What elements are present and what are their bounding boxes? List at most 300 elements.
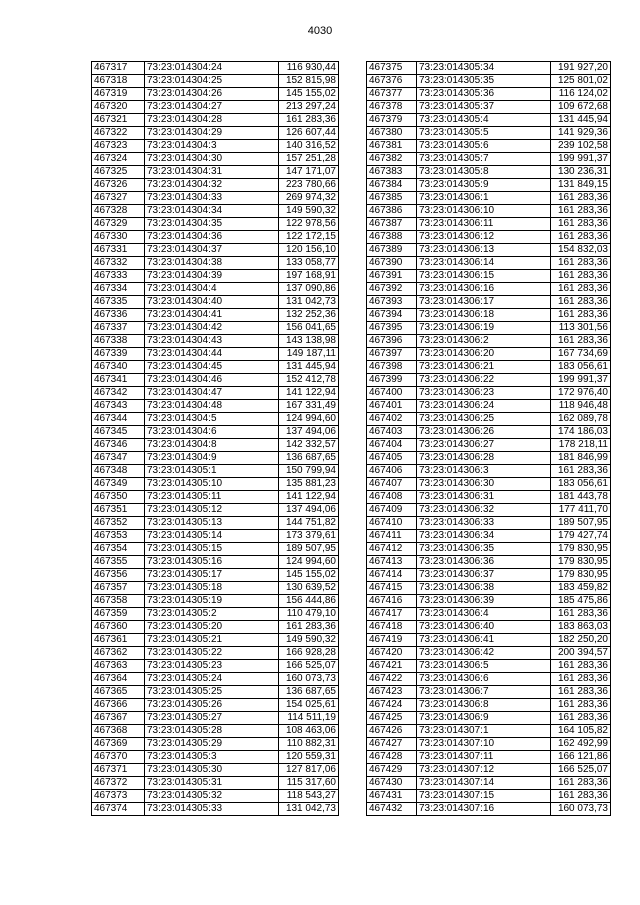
record-number-cell: 467385	[367, 192, 417, 205]
record-number-cell: 467350	[92, 491, 145, 504]
cadastral-value-cell: 113 301,56	[551, 322, 611, 335]
cadastral-number-cell: 73:23:014304:32	[145, 179, 279, 192]
cadastral-number-cell: 73:23:014306:14	[417, 257, 551, 270]
record-number-cell: 467343	[92, 400, 145, 413]
record-number-cell: 467330	[92, 231, 145, 244]
cadastral-number-cell: 73:23:014304:27	[145, 101, 279, 114]
table-row	[367, 205, 611, 218]
table-row	[92, 348, 339, 361]
cadastral-number-cell: 73:23:014304:30	[145, 153, 279, 166]
cadastral-number-cell: 73:23:014306:7	[417, 686, 551, 699]
table-row	[92, 387, 339, 400]
cadastral-value-cell: 161 283,36	[551, 790, 611, 803]
cadastral-number-cell: 73:23:014305:27	[145, 712, 279, 725]
table-row	[367, 530, 611, 543]
cadastral-value-cell: 173 379,61	[279, 530, 339, 543]
cadastral-number-cell: 73:23:014304:39	[145, 270, 279, 283]
cadastral-number-cell: 73:23:014305:23	[145, 660, 279, 673]
record-number-cell: 467380	[367, 127, 417, 140]
cadastral-value-cell: 200 394,57	[551, 647, 611, 660]
cadastral-value-cell: 183 863,03	[551, 621, 611, 634]
cadastral-value-cell: 143 138,98	[279, 335, 339, 348]
cadastral-number-cell: 73:23:014305:8	[417, 166, 551, 179]
cadastral-number-cell: 73:23:014305:6	[417, 140, 551, 153]
record-number-cell: 467321	[92, 114, 145, 127]
cadastral-number-cell: 73:23:014306:27	[417, 439, 551, 452]
cadastral-number-cell: 73:23:014306:13	[417, 244, 551, 257]
table-row	[367, 491, 611, 504]
table-row	[92, 790, 339, 803]
cadastral-value-cell: 131 445,94	[279, 361, 339, 374]
cadastral-number-cell: 73:23:014307:12	[417, 764, 551, 777]
cadastral-value-cell: 136 687,65	[279, 686, 339, 699]
table-row	[367, 647, 611, 660]
cadastral-number-cell: 73:23:014306:22	[417, 374, 551, 387]
cadastral-number-cell: 73:23:014305:19	[145, 595, 279, 608]
record-number-cell: 467359	[92, 608, 145, 621]
cadastral-value-cell: 239 102,58	[551, 140, 611, 153]
record-number-cell: 467413	[367, 556, 417, 569]
record-number-cell: 467382	[367, 153, 417, 166]
cadastral-value-cell: 137 494,06	[279, 504, 339, 517]
cadastral-number-cell: 73:23:014306:6	[417, 673, 551, 686]
table-row	[367, 608, 611, 621]
record-number-cell: 467372	[92, 777, 145, 790]
cadastral-value-cell: 167 331,49	[279, 400, 339, 413]
cadastral-number-cell: 73:23:014304:25	[145, 75, 279, 88]
record-number-cell: 467394	[367, 309, 417, 322]
table-row	[92, 296, 339, 309]
table-row	[367, 556, 611, 569]
cadastral-value-cell: 166 121,86	[551, 751, 611, 764]
record-number-cell: 467358	[92, 595, 145, 608]
cadastral-value-cell: 179 427,74	[551, 530, 611, 543]
cadastral-number-cell: 73:23:014306:17	[417, 296, 551, 309]
record-number-cell: 467351	[92, 504, 145, 517]
table-row	[92, 543, 339, 556]
cadastral-value-cell: 182 250,20	[551, 634, 611, 647]
record-number-cell: 467425	[367, 712, 417, 725]
cadastral-number-cell: 73:23:014305:5	[417, 127, 551, 140]
cadastral-value-cell: 157 251,28	[279, 153, 339, 166]
record-number-cell: 467331	[92, 244, 145, 257]
record-number-cell: 467388	[367, 231, 417, 244]
cadastral-number-cell: 73:23:014305:36	[417, 88, 551, 101]
cadastral-value-cell: 142 332,57	[279, 439, 339, 452]
cadastral-value-cell: 145 155,02	[279, 569, 339, 582]
cadastral-number-cell: 73:23:014305:12	[145, 504, 279, 517]
record-number-cell: 467367	[92, 712, 145, 725]
table-row	[367, 790, 611, 803]
cadastral-value-cell: 191 927,20	[551, 62, 611, 75]
cadastral-value-cell: 116 930,44	[279, 62, 339, 75]
record-number-cell: 467334	[92, 283, 145, 296]
cadastral-number-cell: 73:23:014305:20	[145, 621, 279, 634]
cadastral-value-cell: 141 929,36	[551, 127, 611, 140]
record-number-cell: 467398	[367, 361, 417, 374]
cadastral-number-cell: 73:23:014304:28	[145, 114, 279, 127]
cadastral-number-cell: 73:23:014304:46	[145, 374, 279, 387]
cadastral-number-cell: 73:23:014305:21	[145, 634, 279, 647]
cadastral-number-cell: 73:23:014304:26	[145, 88, 279, 101]
table-row	[367, 322, 611, 335]
table-row	[367, 738, 611, 751]
cadastral-value-cell: 110 479,10	[279, 608, 339, 621]
record-number-cell: 467337	[92, 322, 145, 335]
cadastral-number-cell: 73:23:014304:6	[145, 426, 279, 439]
record-number-cell: 467424	[367, 699, 417, 712]
cadastral-value-cell: 132 252,36	[279, 309, 339, 322]
cadastral-table-right	[366, 61, 611, 816]
table-row	[92, 647, 339, 660]
cadastral-number-cell: 73:23:014305:34	[417, 62, 551, 75]
table-row	[367, 114, 611, 127]
record-number-cell: 467319	[92, 88, 145, 101]
record-number-cell: 467325	[92, 166, 145, 179]
record-number-cell: 467328	[92, 205, 145, 218]
table-row	[92, 556, 339, 569]
record-number-cell: 467349	[92, 478, 145, 491]
record-number-cell: 467386	[367, 205, 417, 218]
cadastral-number-cell: 73:23:014305:35	[417, 75, 551, 88]
cadastral-value-cell: 152 412,78	[279, 374, 339, 387]
cadastral-number-cell: 73:23:014306:16	[417, 283, 551, 296]
cadastral-number-cell: 73:23:014304:43	[145, 335, 279, 348]
record-number-cell: 467323	[92, 140, 145, 153]
table-row	[92, 283, 339, 296]
record-number-cell: 467356	[92, 569, 145, 582]
cadastral-number-cell: 73:23:014304:42	[145, 322, 279, 335]
cadastral-number-cell: 73:23:014304:34	[145, 205, 279, 218]
record-number-cell: 467332	[92, 257, 145, 270]
cadastral-number-cell: 73:23:014306:5	[417, 660, 551, 673]
table-row	[92, 75, 339, 88]
cadastral-value-cell: 145 155,02	[279, 88, 339, 101]
table-row	[92, 621, 339, 634]
cadastral-value-cell: 109 672,68	[551, 101, 611, 114]
table-row	[367, 582, 611, 595]
cadastral-number-cell: 73:23:014307:10	[417, 738, 551, 751]
table-row	[92, 491, 339, 504]
table-row	[92, 608, 339, 621]
cadastral-number-cell: 73:23:014306:4	[417, 608, 551, 621]
table-row	[367, 127, 611, 140]
table-row	[367, 283, 611, 296]
table-row	[367, 374, 611, 387]
table-row	[367, 218, 611, 231]
cadastral-number-cell: 73:23:014306:10	[417, 205, 551, 218]
record-number-cell: 467410	[367, 517, 417, 530]
record-number-cell: 467395	[367, 322, 417, 335]
table-row	[92, 400, 339, 413]
table-row	[367, 231, 611, 244]
record-number-cell: 467363	[92, 660, 145, 673]
cadastral-value-cell: 147 171,07	[279, 166, 339, 179]
table-row	[92, 803, 339, 816]
record-number-cell: 467362	[92, 647, 145, 660]
cadastral-number-cell: 73:23:014304:31	[145, 166, 279, 179]
record-number-cell: 467417	[367, 608, 417, 621]
cadastral-number-cell: 73:23:014304:9	[145, 452, 279, 465]
cadastral-number-cell: 73:23:014305:14	[145, 530, 279, 543]
table-row	[367, 725, 611, 738]
record-number-cell: 467408	[367, 491, 417, 504]
table-row	[92, 192, 339, 205]
table-row	[367, 595, 611, 608]
cadastral-value-cell: 135 881,23	[279, 478, 339, 491]
table-row	[92, 738, 339, 751]
cadastral-value-cell: 120 156,10	[279, 244, 339, 257]
cadastral-number-cell: 73:23:014304:41	[145, 309, 279, 322]
record-number-cell: 467375	[367, 62, 417, 75]
cadastral-number-cell: 73:23:014306:28	[417, 452, 551, 465]
cadastral-value-cell: 125 801,02	[551, 75, 611, 88]
record-number-cell: 467333	[92, 270, 145, 283]
record-number-cell: 467339	[92, 348, 145, 361]
record-number-cell: 467432	[367, 803, 417, 816]
record-number-cell: 467326	[92, 179, 145, 192]
cadastral-value-cell: 161 283,36	[551, 335, 611, 348]
cadastral-number-cell: 73:23:014306:42	[417, 647, 551, 660]
cadastral-number-cell: 73:23:014305:15	[145, 543, 279, 556]
table-row	[367, 426, 611, 439]
record-number-cell: 467419	[367, 634, 417, 647]
cadastral-value-cell: 161 283,36	[551, 309, 611, 322]
table-row	[367, 309, 611, 322]
record-number-cell: 467376	[367, 75, 417, 88]
table-row	[367, 166, 611, 179]
cadastral-value-cell: 172 976,40	[551, 387, 611, 400]
cadastral-value-cell: 161 283,36	[279, 621, 339, 634]
record-number-cell: 467396	[367, 335, 417, 348]
cadastral-number-cell: 73:23:014306:19	[417, 322, 551, 335]
table-row	[92, 231, 339, 244]
cadastral-value-cell: 110 882,31	[279, 738, 339, 751]
cadastral-number-cell: 73:23:014304:45	[145, 361, 279, 374]
cadastral-value-cell: 124 994,60	[279, 556, 339, 569]
record-number-cell: 467428	[367, 751, 417, 764]
cadastral-number-cell: 73:23:014305:7	[417, 153, 551, 166]
cadastral-value-cell: 122 978,56	[279, 218, 339, 231]
cadastral-value-cell: 179 830,95	[551, 543, 611, 556]
table-row	[367, 660, 611, 673]
record-number-cell: 467411	[367, 530, 417, 543]
record-number-cell: 467365	[92, 686, 145, 699]
cadastral-number-cell: 73:23:014306:8	[417, 699, 551, 712]
cadastral-value-cell: 144 751,82	[279, 517, 339, 530]
cadastral-value-cell: 161 283,36	[551, 283, 611, 296]
table-row	[367, 257, 611, 270]
record-number-cell: 467400	[367, 387, 417, 400]
cadastral-value-cell: 156 041,65	[279, 322, 339, 335]
table-row	[367, 439, 611, 452]
cadastral-number-cell: 73:23:014304:38	[145, 257, 279, 270]
record-number-cell: 467335	[92, 296, 145, 309]
cadastral-value-cell: 161 283,36	[551, 192, 611, 205]
cadastral-value-cell: 161 283,36	[551, 686, 611, 699]
cadastral-value-cell: 133 058,77	[279, 257, 339, 270]
record-number-cell: 467414	[367, 569, 417, 582]
record-number-cell: 467329	[92, 218, 145, 231]
cadastral-number-cell: 73:23:014306:26	[417, 426, 551, 439]
table-row	[367, 192, 611, 205]
cadastral-number-cell: 73:23:014306:24	[417, 400, 551, 413]
cadastral-number-cell: 73:23:014306:40	[417, 621, 551, 634]
cadastral-value-cell: 181 443,78	[551, 491, 611, 504]
record-number-cell: 467322	[92, 127, 145, 140]
cadastral-number-cell: 73:23:014304:35	[145, 218, 279, 231]
record-number-cell: 467353	[92, 530, 145, 543]
cadastral-number-cell: 73:23:014304:8	[145, 439, 279, 452]
cadastral-value-cell: 122 172,15	[279, 231, 339, 244]
table-row	[367, 751, 611, 764]
record-number-cell: 467418	[367, 621, 417, 634]
cadastral-number-cell: 73:23:014306:15	[417, 270, 551, 283]
cadastral-number-cell: 73:23:014304:24	[145, 62, 279, 75]
table-row	[92, 634, 339, 647]
cadastral-number-cell: 73:23:014306:39	[417, 595, 551, 608]
table-row	[92, 374, 339, 387]
cadastral-number-cell: 73:23:014305:3	[145, 751, 279, 764]
table-row	[367, 101, 611, 114]
cadastral-value-cell: 174 186,03	[551, 426, 611, 439]
cadastral-value-cell: 161 283,36	[551, 777, 611, 790]
table-row	[92, 764, 339, 777]
cadastral-value-cell: 213 297,24	[279, 101, 339, 114]
cadastral-number-cell: 73:23:014305:30	[145, 764, 279, 777]
record-number-cell: 467318	[92, 75, 145, 88]
table-row	[367, 699, 611, 712]
record-number-cell: 467397	[367, 348, 417, 361]
cadastral-value-cell: 141 122,94	[279, 387, 339, 400]
cadastral-number-cell: 73:23:014304:48	[145, 400, 279, 413]
cadastral-number-cell: 73:23:014306:41	[417, 634, 551, 647]
table-row	[92, 699, 339, 712]
cadastral-number-cell: 73:23:014305:17	[145, 569, 279, 582]
cadastral-value-cell: 160 073,73	[279, 673, 339, 686]
cadastral-value-cell: 161 283,36	[551, 270, 611, 283]
cadastral-value-cell: 114 511,19	[279, 712, 339, 725]
table-row	[92, 751, 339, 764]
cadastral-value-cell: 161 283,36	[551, 465, 611, 478]
table-row	[92, 478, 339, 491]
cadastral-number-cell: 73:23:014304:36	[145, 231, 279, 244]
table-row	[367, 270, 611, 283]
table-row	[367, 569, 611, 582]
table-row	[367, 62, 611, 75]
cadastral-value-cell: 183 459,82	[551, 582, 611, 595]
record-number-cell: 467366	[92, 699, 145, 712]
cadastral-number-cell: 73:23:014305:16	[145, 556, 279, 569]
table-row	[367, 88, 611, 101]
table-row	[367, 478, 611, 491]
record-number-cell: 467373	[92, 790, 145, 803]
cadastral-value-cell: 160 073,73	[551, 803, 611, 816]
cadastral-value-cell: 161 283,36	[551, 296, 611, 309]
cadastral-value-cell: 161 283,36	[551, 712, 611, 725]
table-row	[367, 296, 611, 309]
cadastral-value-cell: 130 236,31	[551, 166, 611, 179]
cadastral-value-cell: 166 525,07	[551, 764, 611, 777]
record-number-cell: 467430	[367, 777, 417, 790]
record-number-cell: 467348	[92, 465, 145, 478]
record-number-cell: 467399	[367, 374, 417, 387]
table-row	[92, 465, 339, 478]
table-row	[367, 244, 611, 257]
record-number-cell: 467344	[92, 413, 145, 426]
table-row	[92, 673, 339, 686]
cadastral-value-cell: 116 124,02	[551, 88, 611, 101]
record-number-cell: 467327	[92, 192, 145, 205]
record-number-cell: 467406	[367, 465, 417, 478]
table-row	[367, 543, 611, 556]
table-row	[92, 660, 339, 673]
record-number-cell: 467383	[367, 166, 417, 179]
cadastral-number-cell: 73:23:014305:18	[145, 582, 279, 595]
record-number-cell: 467336	[92, 309, 145, 322]
cadastral-value-cell: 137 494,06	[279, 426, 339, 439]
record-number-cell: 467415	[367, 582, 417, 595]
cadastral-value-cell: 118 543,27	[279, 790, 339, 803]
table-row	[92, 218, 339, 231]
record-number-cell: 467347	[92, 452, 145, 465]
record-number-cell: 467340	[92, 361, 145, 374]
record-number-cell: 467341	[92, 374, 145, 387]
cadastral-number-cell: 73:23:014306:35	[417, 543, 551, 556]
record-number-cell: 467342	[92, 387, 145, 400]
cadastral-value-cell: 197 168,91	[279, 270, 339, 283]
cadastral-number-cell: 73:23:014305:26	[145, 699, 279, 712]
record-number-cell: 467346	[92, 439, 145, 452]
record-number-cell: 467426	[367, 725, 417, 738]
cadastral-number-cell: 73:23:014305:4	[417, 114, 551, 127]
cadastral-number-cell: 73:23:014305:24	[145, 673, 279, 686]
cadastral-value-cell: 127 817,06	[279, 764, 339, 777]
record-number-cell: 467352	[92, 517, 145, 530]
table-row	[92, 595, 339, 608]
table-row	[367, 673, 611, 686]
cadastral-value-cell: 161 283,36	[551, 673, 611, 686]
cadastral-value-cell: 167 734,69	[551, 348, 611, 361]
table-row	[92, 335, 339, 348]
cadastral-value-cell: 149 590,32	[279, 205, 339, 218]
cadastral-value-cell: 131 042,73	[279, 803, 339, 816]
cadastral-value-cell: 115 317,60	[279, 777, 339, 790]
table-row	[92, 179, 339, 192]
cadastral-number-cell: 73:23:014306:32	[417, 504, 551, 517]
table-row	[367, 777, 611, 790]
record-number-cell: 467404	[367, 439, 417, 452]
table-row	[92, 413, 339, 426]
cadastral-value-cell: 149 590,32	[279, 634, 339, 647]
cadastral-value-cell: 108 463,06	[279, 725, 339, 738]
cadastral-number-cell: 73:23:014305:10	[145, 478, 279, 491]
cadastral-value-cell: 162 089,78	[551, 413, 611, 426]
record-number-cell: 467378	[367, 101, 417, 114]
table-row	[92, 569, 339, 582]
cadastral-number-cell: 73:23:014307:15	[417, 790, 551, 803]
cadastral-number-cell: 73:23:014306:37	[417, 569, 551, 582]
table-row	[92, 517, 339, 530]
cadastral-number-cell: 73:23:014307:1	[417, 725, 551, 738]
record-number-cell: 467320	[92, 101, 145, 114]
record-number-cell: 467409	[367, 504, 417, 517]
record-number-cell: 467416	[367, 595, 417, 608]
cadastral-value-cell: 161 283,36	[551, 660, 611, 673]
cadastral-number-cell: 73:23:014306:20	[417, 348, 551, 361]
table-row	[92, 686, 339, 699]
cadastral-value-cell: 177 411,70	[551, 504, 611, 517]
